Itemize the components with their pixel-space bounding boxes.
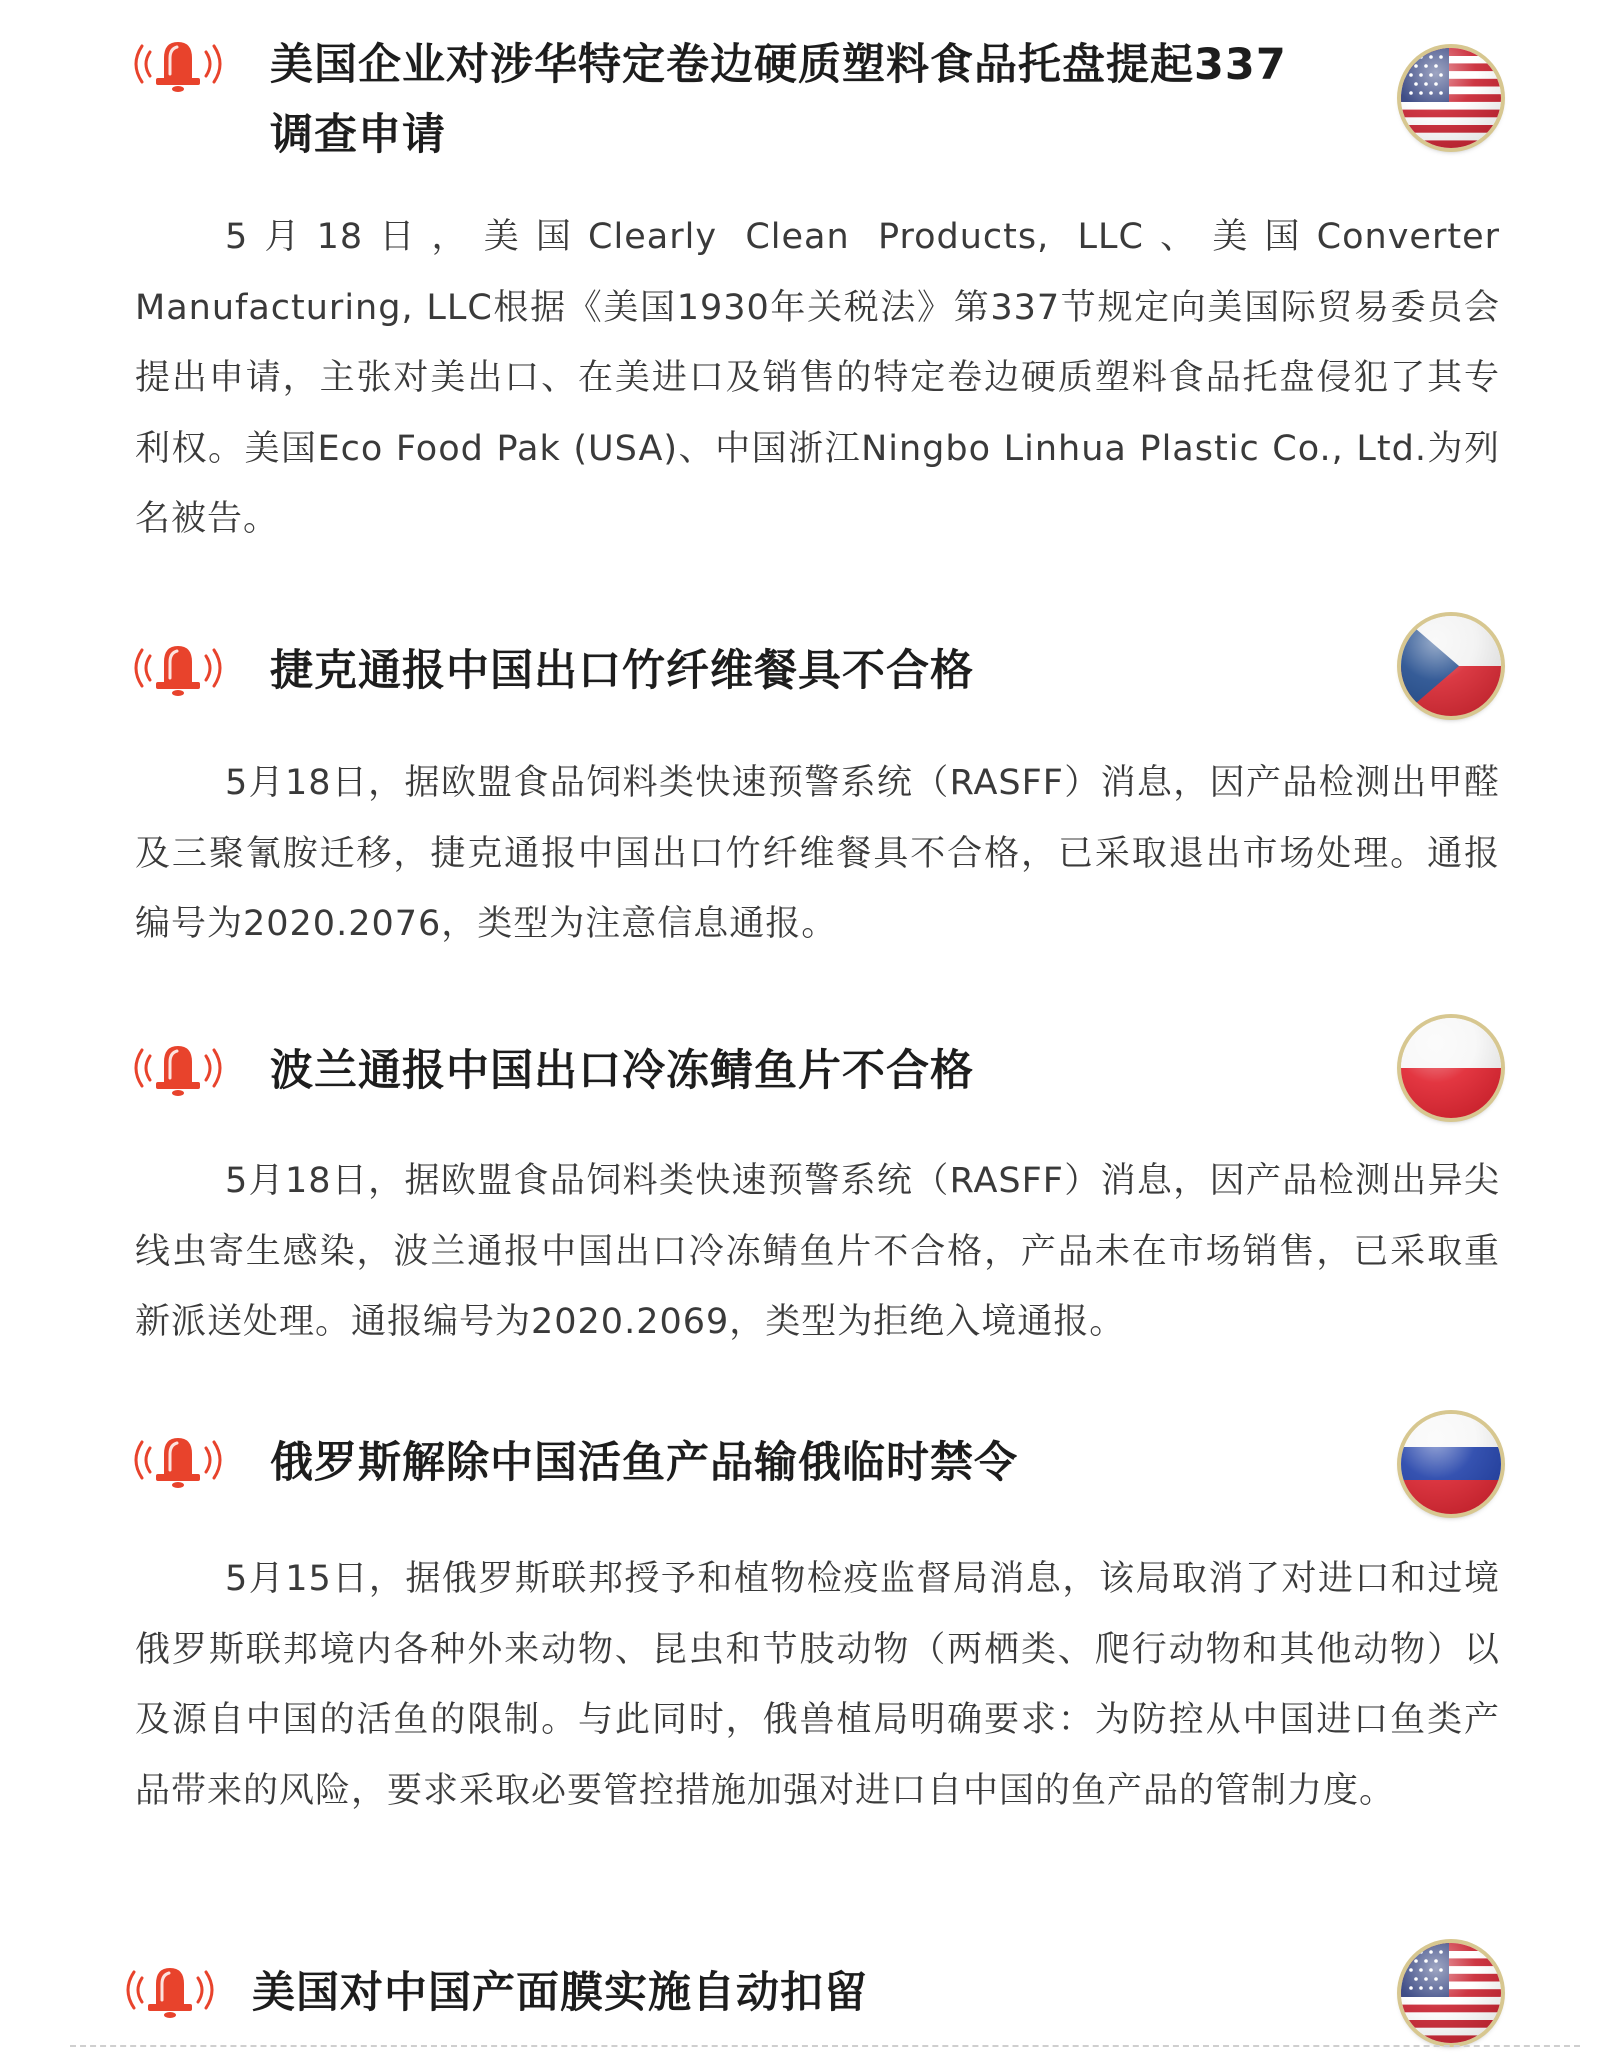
news-body: 5月18日，美国Clearly Clean Products, LLC、美国Converter Manufacturing, LLC根据《美国1930年关税法》第337节规定向美国际贸易委员会提出申请，主张对美出口、在美进口及销售的特定卷边硬质塑料食品托盘侵犯了其专利权。美国Eco Food Pak (USA)、中国浙江Ningbo Linhua Plastic Co., Ltd.为列名被告。 xyxy=(135,217,1500,539)
alarm-bell-icon xyxy=(128,638,228,698)
news-title: 美国对中国产面膜实施自动扣留 xyxy=(252,1968,868,2018)
news-body: 5月15日，据俄罗斯联邦授予和植物检疫监督局消息，该局取消了对进口和过境俄罗斯联邦境内各种外来动物、昆虫和节肢动物（两栖类、爬行动物和其他动物）以及源自中国的活鱼的限制。与此同时，俄兽植局明确要求：为防控从中国进口鱼类产品带来的风险，要求采取必要管控措施加强对进口自中国的鱼产品的管制力度。 xyxy=(135,1559,1500,1811)
news-title: 捷克通报中国出口竹纤维餐具不合格 xyxy=(270,646,974,696)
usa-flag-icon xyxy=(1401,1943,1501,2043)
alarm-bell-icon xyxy=(128,34,228,94)
alarm-bell-icon xyxy=(128,1038,228,1098)
news-title-line: 美国企业对涉华特定卷边硬质塑料食品托盘提起337 xyxy=(270,40,1287,90)
news-body: 5月18日，据欧盟食品饲料类快速预警系统（RASFF）消息，因产品检测出异尖线虫寄生感染，波兰通报中国出口冷冻鲭鱼片不合格，产品未在市场销售，已采取重新派送处理。通报编号为2020.2069，类型为拒绝入境通报。 xyxy=(135,1161,1500,1342)
alarm-bell-icon xyxy=(120,1960,220,2020)
usa-flag-icon xyxy=(1401,48,1501,148)
alarm-bell-icon xyxy=(128,1430,228,1490)
news-title: 波兰通报中国出口冷冻鲭鱼片不合格 xyxy=(270,1046,974,1096)
news-title-line: 调查申请 xyxy=(270,110,446,160)
section-divider xyxy=(70,2045,1580,2047)
russia-flag-icon xyxy=(1401,1414,1501,1514)
czech-flag-icon xyxy=(1401,616,1501,716)
poland-flag-icon xyxy=(1401,1018,1501,1118)
news-body: 5月18日，据欧盟食品饲料类快速预警系统（RASFF）消息，因产品检测出甲醛及三聚氰胺迁移，捷克通报中国出口竹纤维餐具不合格，已采取退出市场处理。通报编号为2020.2076，类型为注意信息通报。 xyxy=(135,763,1500,944)
news-title: 俄罗斯解除中国活鱼产品输俄临时禁令 xyxy=(270,1438,1018,1488)
news-title xyxy=(270,30,1330,170)
